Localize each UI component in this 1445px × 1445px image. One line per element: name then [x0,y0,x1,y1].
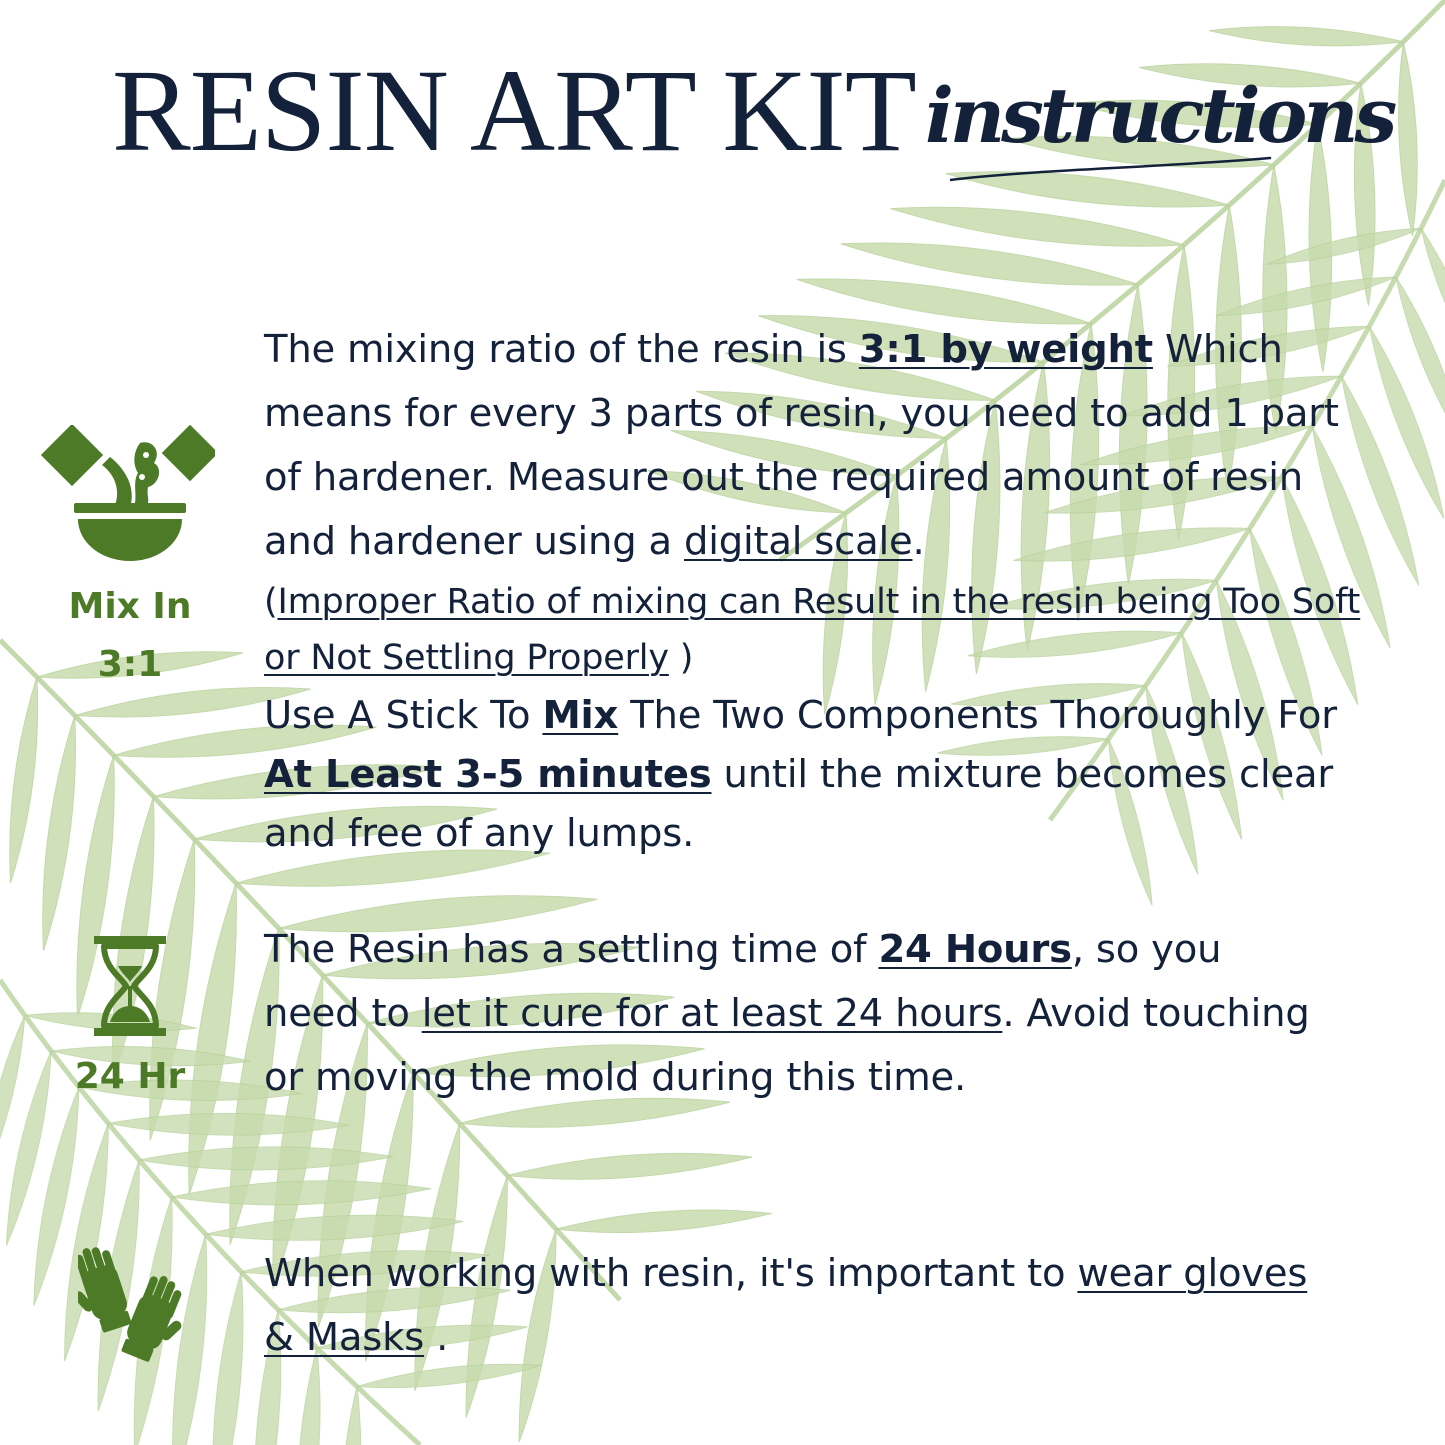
hourglass-icon [94,936,166,1036]
mixing-bowl-icon [40,425,215,565]
mix-label-line-1: Mix In [68,586,192,627]
cure-label: 24 Hr [74,1056,186,1097]
palm-leaflet [1395,41,1422,236]
palm-leaflet [1209,22,1404,51]
mix-highlight: Mix [542,693,619,738]
mix-ratio-highlight: 3:1 by weight [858,327,1153,372]
mix-text-2: Which means for every 3 parts of resin, you need to add 1 part of hardener. Measure out the required amount of resin and hardener using a [264,327,1339,564]
gloves-icon [78,1242,182,1368]
palm-leaflet [507,1146,753,1187]
safety-instructions [264,1242,1314,1370]
mix-label [40,578,220,694]
cure-text-3: . Avoid touching or moving the mold during this time. [264,991,1310,1100]
digital-scale-highlight: digital scale [683,519,913,564]
cure-time-highlight: 24 Hours [878,927,1072,972]
mix-label-line-2: 3:1 [97,644,163,685]
palm-leaflet [555,1204,772,1239]
cure-text-2: , so you need to [264,927,1222,1036]
palm-leaflet [203,1271,252,1445]
palm-leaflet [337,1386,365,1445]
script-subtitle: instructions [925,71,1394,160]
mix-duration-highlight: At Least 3-5 minutes [264,752,712,797]
cure-instructions [264,918,1314,1110]
mix-text-4: Use A Stick To [264,693,543,738]
safety-text-1: When working with resin, it's important to [264,1251,1078,1296]
safety-text-2: . [424,1315,449,1360]
mix-text-5: The Two Components Thoroughly For [618,693,1337,738]
palm-leaflet [33,714,85,952]
mix-instructions [264,318,1384,863]
note-open: ( [264,582,278,622]
mix-text-6: until the mixture becomes clear and free of any lumps. [264,752,1333,856]
ratio-warning-text: Improper Ratio of mixing can Result in the resin being Too Soft or Not Settling Properly [264,582,1361,678]
mix-text-1: The mixing ratio of the resin is [264,327,859,372]
mix-text-3: . [912,519,925,564]
cure-duration-highlight: let it cure for at least 24 hours [421,991,1003,1036]
ratio-warning-note [264,574,1384,686]
palm-leaflet [1265,221,1423,271]
script-flourish [950,150,1280,210]
safety-gear-highlight: wear gloves & Masks [264,1251,1308,1360]
mix-duration-paragraph [264,686,1384,863]
cure-text-1: The Resin has a settling time of [264,927,879,972]
palm-leaflet [1,676,46,884]
note-close: ) [668,638,694,678]
page-title: RESIN ART KIT [112,45,916,176]
